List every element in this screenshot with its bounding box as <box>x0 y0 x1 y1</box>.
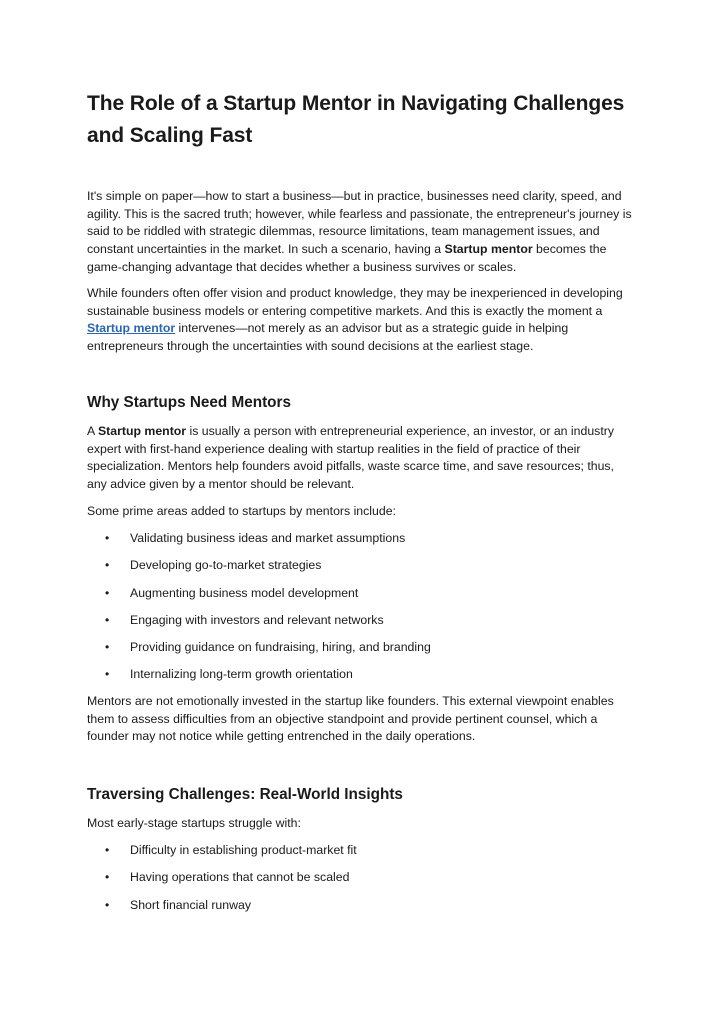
page-title: The Role of a Startup Mentor in Navigating Challenges and Scaling Fast <box>87 92 625 147</box>
bullet-icon: • <box>105 585 110 600</box>
section1-paragraph-3: Mentors are not emotionally invested in the startup like founders. This external viewpoint enables them to assess difficulties from an objective standpoint and provide pertinent counsel, which a founder may not notice while getting entrenched in the daily operations. <box>87 694 614 744</box>
bullet-icon: • <box>105 870 110 885</box>
list-item-text: Validating business ideas and market assumptions <box>130 531 406 545</box>
startup-mentor-link[interactable]: Startup mentor <box>87 321 176 336</box>
section-heading-traversing-challenges: Traversing Challenges: Real-World Insights <box>87 786 403 803</box>
bullet-icon: • <box>105 612 110 627</box>
list-item <box>87 530 635 557</box>
intro-p2-text-a: While founders often offer vision and product knowledge, they may be inexperienced in developing sustainable business models or entering competitive markets. And this is exactly the moment a <box>87 286 623 318</box>
intro-paragraph-2 <box>87 285 635 356</box>
section1-paragraph-2: Some prime areas added to startups by mentors include: <box>87 504 396 518</box>
list-item-text: Internalizing long-term growth orientation <box>130 667 353 682</box>
list-item-text: Providing guidance on fundraising, hiring, and branding <box>130 640 431 655</box>
intro-p1-text-a: It's simple on paper—how to start a business—but in practice, businesses need clarity, speed, and agility. This is the sacred truth; however, while fearless and passionate, the entrepreneur's journey is said to be riddled with strategic dilemmas, resource limitations, team management issues, and constant uncertainties in the market. In such a scenario, having a <box>87 189 632 257</box>
challenges-list <box>87 842 635 924</box>
list-item <box>87 557 635 584</box>
mentor-areas-list <box>87 530 635 694</box>
list-item <box>87 612 635 639</box>
bullet-icon: • <box>105 897 110 912</box>
list-item-text: Developing go-to-market strategies <box>130 558 322 573</box>
section2-paragraph-1: Most early-stage startups struggle with: <box>87 816 301 830</box>
list-item <box>87 639 635 666</box>
section1-p1-text-a: A <box>87 424 98 438</box>
intro-p1-text-b: becomes the game-changing advantage that decides whether a business survives or scales. <box>87 242 607 274</box>
list-item <box>87 585 635 612</box>
section1-p1-text-b: is usually a person with entrepreneurial experience, an investor, or an industry expert with first-hand experience dealing with startup realities in the field of practice of their specialization. Mentors help founders avoid pitfalls, waste scarce time, and save resources; thus, any advice given by a mentor should be relevant. <box>87 424 614 492</box>
list-item-text: Difficulty in establishing product-market fit <box>130 843 357 857</box>
section1-paragraph-1 <box>87 423 635 494</box>
list-item <box>87 897 635 924</box>
list-item <box>87 666 635 693</box>
list-item-text: Engaging with investors and relevant networks <box>130 612 384 627</box>
bullet-icon: • <box>105 531 110 545</box>
list-item <box>87 842 635 869</box>
list-item-text: Short financial runway <box>130 897 251 912</box>
bullet-icon: • <box>105 667 110 682</box>
bullet-icon: • <box>105 843 110 857</box>
intro-p1-bold-term: Startup mentor <box>444 242 533 257</box>
intro-p2-text-b: intervenes—not merely as an advisor but as a strategic guide in helping entrepreneurs through the uncertainties with sound decisions at the earliest stage. <box>87 321 569 354</box>
bullet-icon: • <box>105 558 110 573</box>
list-item-text: Augmenting business model development <box>130 585 359 600</box>
bullet-icon: • <box>105 640 110 655</box>
section1-p1-bold-term: Startup mentor <box>97 424 187 438</box>
list-item <box>87 869 635 896</box>
list-item-text: Having operations that cannot be scaled <box>130 870 350 885</box>
section-heading-why-startups: Why Startups Need Mentors <box>87 394 291 411</box>
intro-paragraph-1 <box>87 188 635 277</box>
